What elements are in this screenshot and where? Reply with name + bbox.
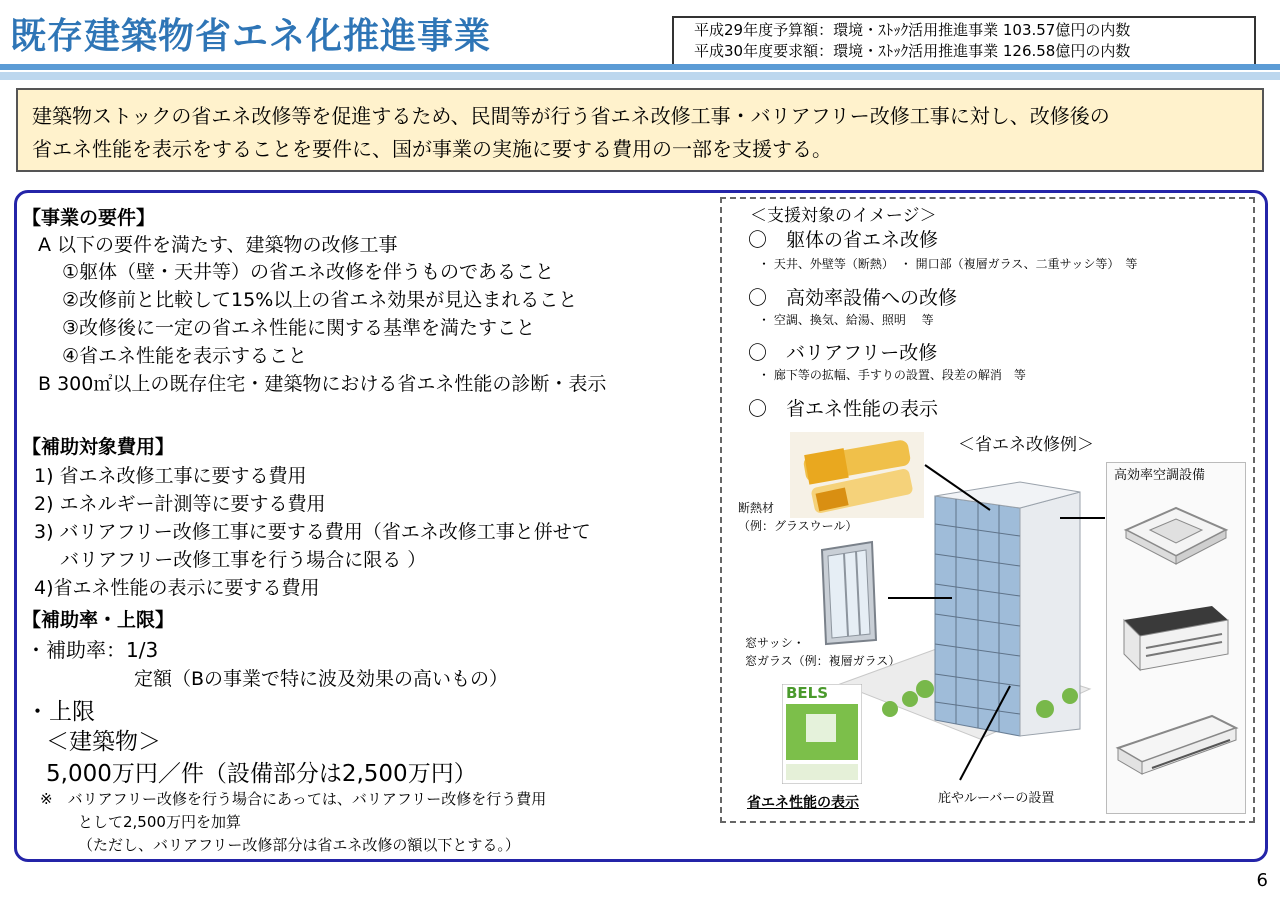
requirement-a: A 以下の要件を満たす、建築物の改修工事 bbox=[38, 234, 398, 256]
insulation-example: （例：グラスウール） bbox=[738, 519, 858, 533]
cost-item: 3) バリアフリー改修工事に要する費用（省エネ改修工事と併せて bbox=[34, 521, 591, 543]
requirement-b: B 300㎡以上の既存住宅・建築物における省エネ性能の診断・表示 bbox=[38, 373, 607, 395]
requirement-item: ④省エネ性能を表示すること bbox=[62, 345, 308, 367]
cost-item: 1) 省エネ改修工事に要する費用 bbox=[34, 465, 307, 487]
limit-note: ※ バリアフリー改修を行う場合にあっては、バリアフリー改修を行う費用 bbox=[40, 790, 547, 808]
window-example: 窓ガラス（例：複層ガラス） bbox=[745, 654, 901, 668]
summary-line: 省エネ性能を表示をすることを要件に、国が事業の実施に要する費用の一部を支援する。 bbox=[32, 137, 832, 161]
window-label: 窓サッシ・ bbox=[745, 636, 805, 650]
display-label: 省エネ性能の表示 bbox=[747, 795, 859, 811]
limit-label: ・上限 bbox=[26, 699, 95, 725]
hvac-label: 高効率空調設備 bbox=[1114, 468, 1206, 483]
page-title: 既存建築物省エネ化推進事業 bbox=[10, 16, 492, 57]
bels-logo-text: BELS bbox=[786, 684, 829, 702]
header-divider-light bbox=[0, 72, 1280, 80]
eaves-label: 庇やルーバーの設置 bbox=[938, 791, 1055, 806]
requirements-heading: 【事業の要件】 bbox=[22, 207, 156, 229]
page-number: 6 bbox=[1256, 870, 1268, 891]
example-title: ＜省エネ改修例＞ bbox=[958, 435, 1094, 455]
cost-item: 2) エネルギー計測等に要する費用 bbox=[34, 493, 326, 515]
category-heading: 〇 躯体の省エネ改修 bbox=[748, 229, 939, 251]
ac-ceiling-image bbox=[1112, 710, 1240, 790]
building-label: ＜建築物＞ bbox=[46, 729, 161, 755]
category-heading: 〇 バリアフリー改修 bbox=[748, 342, 938, 364]
budget-line: 平成30年度要求額：環境・ｽﾄｯｸ活用推進事業 126.58億円の内数 bbox=[694, 42, 1131, 60]
requirement-item: ①躯体（壁・天井等）の省エネ改修を伴うものであること bbox=[62, 261, 555, 283]
ac-ducted-image bbox=[1116, 600, 1236, 682]
limit-note: として2,500万円を加算 bbox=[78, 813, 241, 831]
header-divider bbox=[0, 64, 1280, 70]
category-detail: ・ 空調、換気、給湯、照明 等 bbox=[758, 313, 934, 327]
cost-item: 4)省エネ性能の表示に要する費用 bbox=[34, 577, 320, 599]
cost-item: バリアフリー改修工事を行う場合に限る ） bbox=[60, 549, 427, 571]
budget-line: 平成29年度予算額：環境・ｽﾄｯｸ活用推進事業 103.57億円の内数 bbox=[694, 21, 1131, 39]
image-panel-title: ＜支援対象のイメージ＞ bbox=[750, 206, 937, 226]
rate-fixed-line: 定額（Bの事業で特に波及効果の高いもの） bbox=[134, 668, 509, 690]
category-detail: ・ 天井、外壁等（断熱） ・ 開口部（複層ガラス、二重サッシ等） 等 bbox=[758, 257, 1138, 271]
category-heading: 〇 省エネ性能の表示 bbox=[748, 398, 939, 420]
rate-heading: 【補助率・上限】 bbox=[22, 609, 175, 631]
category-detail: ・ 廊下等の拡幅、手すりの設置、段差の解消 等 bbox=[758, 368, 1026, 382]
ac-cassette-image bbox=[1120, 490, 1232, 580]
requirement-item: ③改修後に一定の省エネ性能に関する基準を満たすこと bbox=[62, 317, 536, 339]
requirement-item: ②改修前と比較して15%以上の省エネ効果が見込まれること bbox=[62, 289, 578, 311]
summary-box bbox=[16, 88, 1264, 172]
summary-line: 建築物ストックの省エネ改修等を促進するため、民間等が行う省エネ改修工事・バリアフリー改修工事に対し、改修後の bbox=[32, 104, 1110, 128]
category-heading: 〇 高効率設備への改修 bbox=[748, 287, 958, 309]
insulation-label: 断熱材 bbox=[738, 501, 775, 515]
costs-heading: 【補助対象費用】 bbox=[22, 436, 175, 458]
limit-note: （ただし、バリアフリー改修部分は省エネ改修の額以下とする。） bbox=[78, 836, 520, 854]
limit-value: 5,000万円／件（設備部分は2,500万円） bbox=[46, 761, 477, 787]
budget-box bbox=[672, 16, 1256, 66]
rate-line: ・補助率：1/3 bbox=[26, 638, 159, 662]
